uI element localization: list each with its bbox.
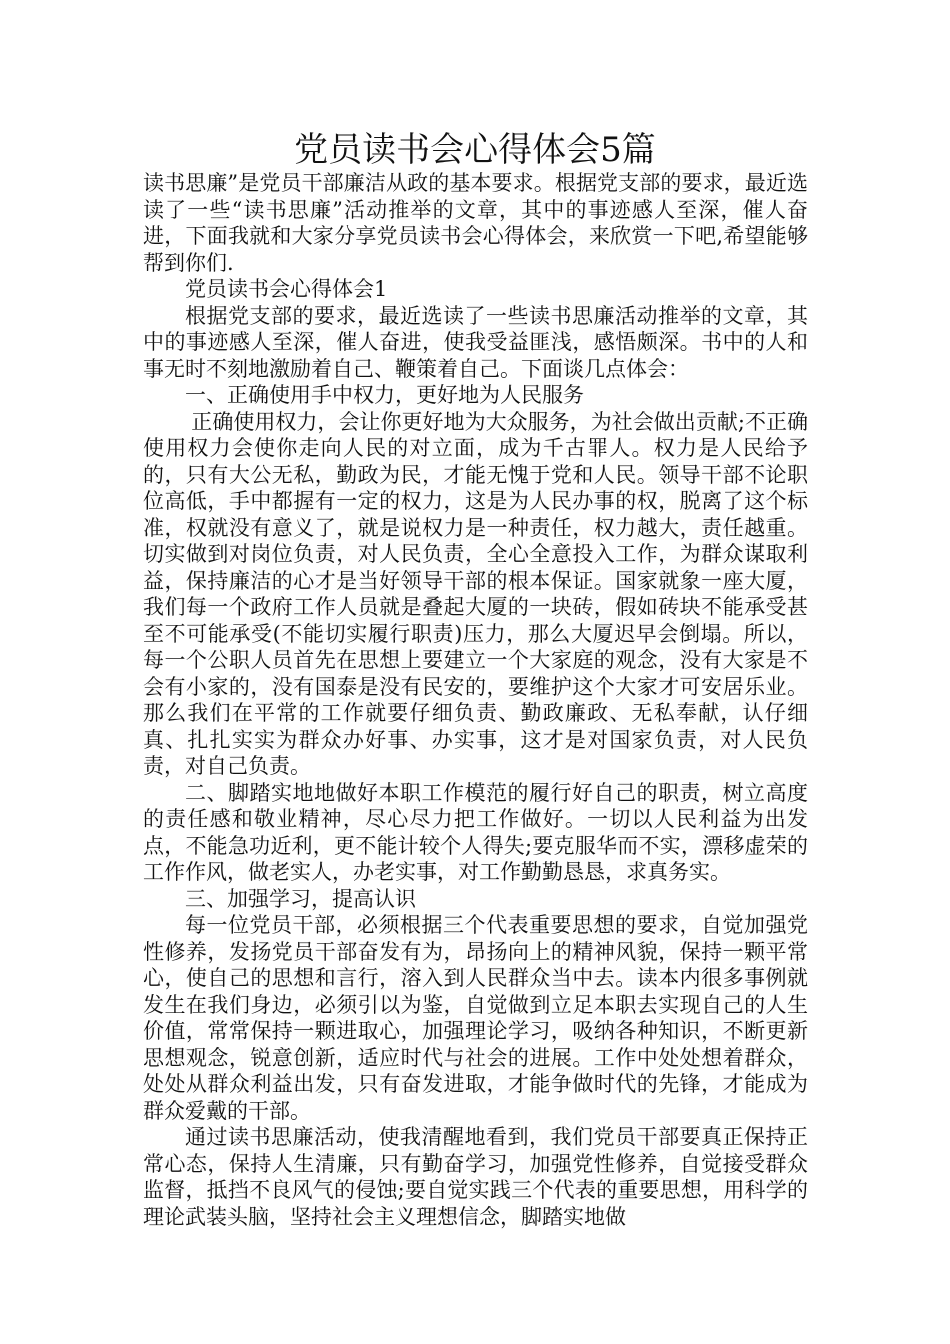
section-heading-1: 党员读书会心得体会1 — [185, 277, 388, 301]
body-paragraph: 正确使用权力，会让你更好地为大众服务，为社会做出贡献;不正确使用权力会使你走向人民的对立面，成为千古罪人。权力是人民给予的，只有大公无私，勤政为民，才能无愧于党和人民。领导干部不论职位高低，手中都握有一定的权力，这是为人民办事的权，脱离了这个标准，权就没有意义了，就是说权力是一种责任，权力越大，责任越重。切实做到对岗位负责，对人民负责，全心全意投入工作，为群众谋取利益，保持廉洁的心才是当好领导干部的根本保证。国家就象一座大厦，我们每一个政府工作人员就是叠起大厦的一块砖，假如砖块不能承受甚至不可能承受(不能切实履行职责)压力，那么大厦迟早会倒塌。所以，每一个公职人员首先在思想上要建立一个大家庭的观念，没有大家是不会有小家的，没有国泰是没有民安的，要维护这个大家才可安居乐业。那么我们在平常的工作就要仔细负责、勤政廉政、无私奉献，认仔细真、扎扎实实为群众办好事、办实事，这才是对国家负责，对人民负责，对自己负责。 — [143, 409, 808, 778]
document-title: 党员读书会心得体会5篇 — [294, 130, 656, 170]
body-paragraph: 根据党支部的要求，最近选读了一些读书思廉活动推举的文章，其中的事迹感人至深，催人奋进，使我受益匪浅，感悟颇深。书中的人和事无时不刻地激励着自己、鞭策着自己。下面谈几点体会： — [143, 303, 808, 381]
subheading-1: 一、正确使用手中权力，更好地为人民服务 — [185, 383, 584, 407]
body-paragraph: 通过读书思廉活动，使我清醒地看到，我们党员干部要真正保持正常心态，保持人生清廉，只有勤奋学习，加强党性修养，自觉接受群众监督，抵挡不良风气的侵蚀;要自觉实践三个代表的重要思想，用科学的理论武装头脑，坚持社会主义理想信念，脚踏实地做 — [143, 1125, 808, 1229]
body-paragraph: 每一位党员干部，必须根据三个代表重要思想的要求，自觉加强党性修养，发扬党员干部奋发有为，昂扬向上的精神风貌，保持一颗平常心，使自己的思想和言行，溶入到人民群众当中去。读本内很多事例就发生在我们身边，必须引以为鉴，自觉做到立足本职去实现自己的人生价值，常常保持一颗进取心，加强理论学习，吸纳各种知识，不断更新思想观念，锐意创新，适应时代与社会的进展。工作中处处想着群众，处处从群众利益出发，只有奋发进取，才能争做时代的先锋，才能成为群众爱戴的干部。 — [143, 913, 808, 1123]
subheading-3: 三、加强学习，提高认识 — [185, 886, 416, 911]
intro-paragraph: 读书思廉”是党员干部廉洁从政的基本要求。根据党支部的要求，最近选读了一些“读书思廉”活动推举的文章，其中的事迹感人至深，催人奋进，下面我就和大家分享党员读书会心得体会，来欣赏一下吧,希望能够帮到你们. — [143, 171, 808, 275]
body-paragraph: 二、脚踏实地地做好本职工作模范的履行好自己的职责，树立高度的责任感和敬业精神，尽心尽力把工作做好。一切以人民利益为出发点，不能急功近利，更不能计较个人得失;要克服华而不实，漂移虚荣的工作作风，做老实人，办老实事，对工作勤勤恳恳，求真务实。 — [143, 780, 808, 884]
document-body — [143, 170, 808, 1230]
